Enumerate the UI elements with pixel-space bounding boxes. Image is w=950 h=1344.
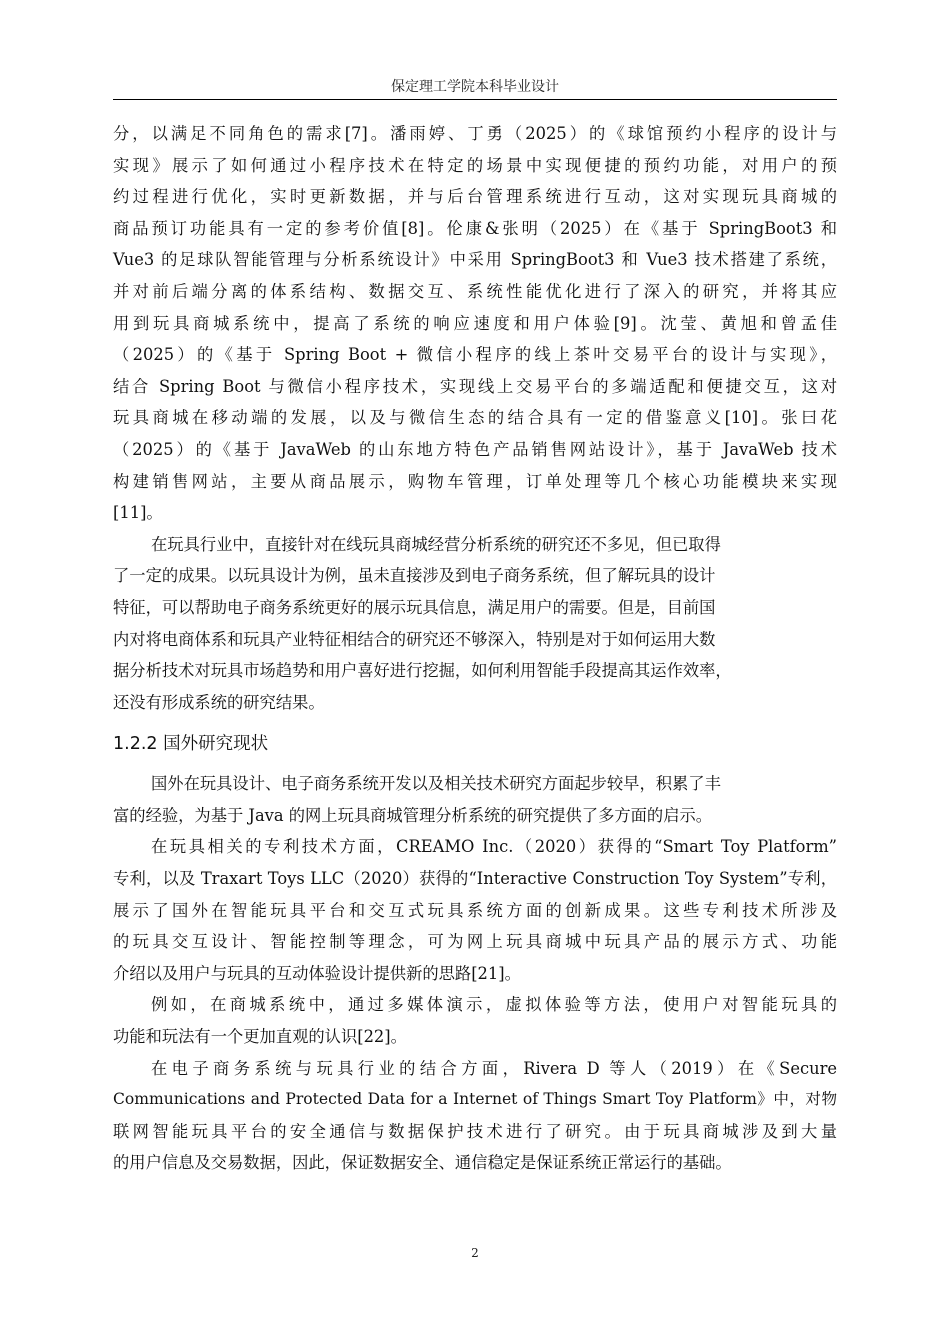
text-line: 在电子商务系统与玩具行业的结合方面，Rivera D 等人（2019）在《Secure — [151, 1058, 837, 1078]
text-line: 了一定的成果。以玩具设计为例，虽未直接涉及到电子商务系统，但了解玩具的设计 — [113, 566, 716, 586]
text-line: 并对前后端分离的体系结构、数据交互、系统性能优化进行了深入的研究，并将其应 — [113, 281, 837, 301]
section-heading: 1.2.2 国外研究现状 — [113, 734, 269, 755]
text-line: 例如，在商城系统中，通过多媒体演示，虚拟体验等方法，使用户对智能玩具的 — [151, 995, 837, 1015]
text-line: 展示了国外在智能玩具平台和交互式玩具系统方面的创新成果。这些专利技术所涉及 — [113, 900, 837, 920]
paragraph — [113, 1053, 837, 1179]
text-line: 结合 Spring Boot 与微信小程序技术，实现线上交易平台的多端适配和便捷交互，这对 — [113, 376, 837, 396]
text-line: 在玩具行业中，直接针对在线玩具商城经营分析系统的研究还不多见，但已取得 — [151, 534, 721, 554]
text-line: 玩具商城在移动端的发展，以及与微信生态的结合具有一定的借鉴意义[10]。张曰花 — [113, 408, 837, 428]
paragraph — [113, 989, 837, 1052]
text-line: 功能和玩法有一个更加直观的认识[22]。 — [113, 1027, 407, 1047]
text-line: 还没有形成系统的研究结果。 — [113, 692, 325, 712]
running-header: 保定理工学院本科毕业设计 — [391, 79, 559, 95]
text-line: 分，以满足不同角色的需求[7]。潘雨婷、丁勇（2025）的《球馆预约小程序的设计与 — [113, 124, 837, 143]
text-line: 富的经验，为基于 Java 的网上玩具商城管理分析系统的研究提供了多方面的启示。 — [113, 805, 713, 825]
text-line: 在玩具相关的专利技术方面，CREAMO Inc.（2020）获得的“Smart Toy Platform” — [151, 837, 837, 857]
paragraph — [113, 118, 837, 529]
text-line: （2025）的《基于 JavaWeb 的山东地方特色产品销售网站设计》，基于 JavaWeb 技术 — [113, 439, 837, 459]
text-line: 商品预订功能具有一定的参考价值[8]。伦康&张明（2025）在《基于 SpringBoot3 和 — [113, 218, 837, 238]
text-line: 实现》展示了如何通过小程序技术在特定的场景中实现便捷的预约功能，对用户的预 — [113, 155, 837, 175]
text-line: 介绍以及用户与玩具的互动体验设计提供新的思路[21]。 — [113, 963, 521, 983]
text-line: （2025）的《基于 Spring Boot + 微信小程序的线上茶叶交易平台的设计与实现》， — [113, 345, 837, 365]
text-line: 的玩具交互设计、智能控制等理念，可为网上玩具商城中玩具产品的展示方式、功能 — [113, 932, 837, 952]
text-line: 约过程进行优化，实时更新数据，并与后台管理系统进行互动，这对实现玩具商城的 — [113, 187, 837, 207]
text-line: 内对将电商体系和玩具产业特征相结合的研究还不够深入，特别是对于如何运用大数 — [113, 629, 716, 649]
paragraph — [113, 529, 837, 719]
header-rule — [113, 99, 837, 100]
text-line: 联网智能玩具平台的安全通信与数据保护技术进行了研究。由于玩具商城涉及到大量 — [113, 1121, 837, 1141]
text-line: 特征，可以帮助电子商务系统更好的展示玩具信息，满足用户的需要。但是，目前国 — [113, 597, 716, 617]
text-line: [11]。 — [113, 503, 163, 523]
page-number: 2 — [471, 1246, 479, 1260]
paragraph — [113, 831, 837, 989]
paragraph — [113, 768, 837, 831]
text-line: 据分析技术对玩具市场趋势和用户喜好进行挖掘，如何利用智能手段提高其运作效率， — [113, 661, 732, 681]
text-line: Vue3 的足球队智能管理与分析系统设计》中采用 SpringBoot3 和 Vue3 技术搭建了系统， — [113, 250, 837, 270]
text-line: 国外在玩具设计、电子商务系统开发以及相关技术研究方面起步较早，积累了丰 — [151, 774, 721, 794]
text-line: Communications and Protected Data for a Internet of Things Smart Toy Platform》中，对物 — [113, 1090, 837, 1109]
text-line: 构建销售网站，主要从商品展示，购物车管理，订单处理等几个核心功能模块来实现 — [113, 471, 837, 491]
text-line: 专利，以及 Traxart Toys LLC（2020）获得的“Interactive Construction Toy System”专利， — [113, 869, 837, 889]
text-line: 的用户信息及交易数据，因此，保证数据安全、通信稳定是保证系统正常运行的基础。 — [113, 1153, 732, 1173]
text-line: 用到玩具商城系统中，提高了系统的响应速度和用户体验[9]。沈莹、黄旭和曾孟佳 — [113, 313, 837, 333]
body-text — [113, 118, 837, 1179]
